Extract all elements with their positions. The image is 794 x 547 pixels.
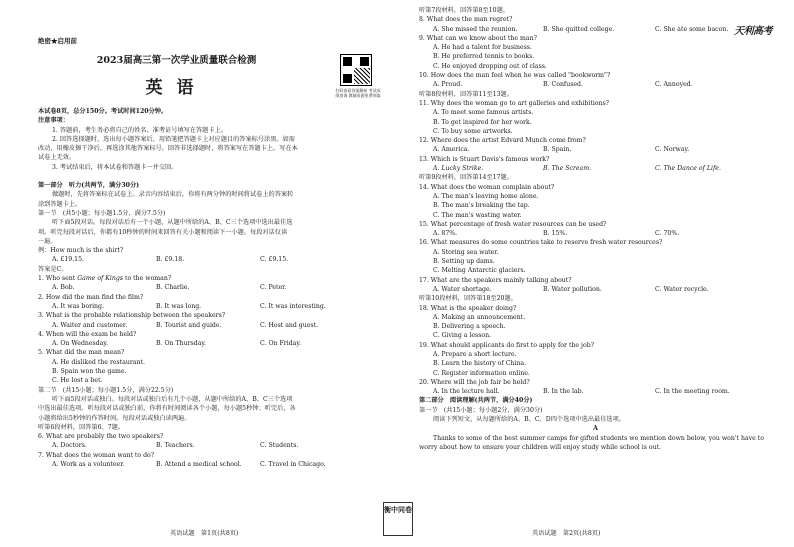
option: C. £9.15. — [260, 256, 289, 264]
instruction: 阅读下列短文，从每题所给的A、B、C、D四个选项中选出最佳选项。 — [433, 416, 625, 424]
options — [419, 387, 772, 396]
option: A. It was boring. — [52, 302, 104, 310]
option: A. He disliked the restaurant. — [52, 358, 145, 366]
question: 1. Who sent Game of Kings to the woman? — [38, 275, 172, 283]
option: B. Tourist and guide. — [156, 321, 222, 329]
question: 13. Which is Stuart Davis's famous work? — [419, 155, 550, 163]
option: B. It was long. — [156, 302, 202, 310]
options — [419, 80, 772, 89]
question: 9. What can we know about the man? — [419, 34, 537, 42]
section-heading: 听第10段材料，回答第18至20题。 — [419, 295, 517, 303]
option: A. Doctors. — [52, 442, 87, 450]
options — [38, 302, 385, 311]
question: 3. What is the probable relationship between the speakers? — [38, 312, 226, 320]
section-heading: 第一节 (共15小题；每小题2分，满分30分) — [419, 406, 543, 414]
part-title: 第二部分 阅读理解(共两节，满分40分) — [419, 397, 533, 405]
options — [419, 145, 772, 154]
qr-code-icon[interactable] — [340, 54, 372, 86]
option: C. The man's wasting water. — [433, 211, 522, 219]
section1-intro: 一遍。 — [38, 237, 57, 245]
option: B. The Scream. — [543, 165, 592, 173]
option: C. It was interesting. — [260, 302, 326, 310]
section2-intro: 中选出最佳选项。听每段对话或独白前，你将有时间阅读各个小题，每小题5秒钟；听完后，各 — [38, 405, 296, 413]
option: C. He lost a bet. — [52, 377, 103, 385]
part1-title: 第一部分 听力(共两节，满分30分) — [38, 182, 140, 190]
section2-intro: 听第6段材料，回答第6、7题。 — [38, 423, 125, 431]
option: C. Peter. — [260, 284, 287, 292]
notice-line: 1. 答题前，考生务必将自己的姓名、准考证号填写在答题卡上。 — [52, 126, 227, 134]
options — [38, 321, 385, 330]
option: C. Water recycle. — [655, 285, 709, 293]
question: 2. How did the man find the film? — [38, 293, 144, 301]
question: 6. What are probably the two speakers? — [38, 433, 164, 441]
option: B. To get inspired for her work. — [433, 118, 532, 126]
option: B. In the lab. — [543, 388, 584, 396]
option: C. He enjoyed dropping out of class. — [433, 62, 547, 70]
option: C. 70%. — [655, 230, 680, 238]
options — [38, 339, 385, 348]
options — [419, 229, 772, 238]
notice-line: 试卷上无效。 — [38, 154, 76, 162]
section-heading: 听第9段材料，回答第14至17题。 — [419, 174, 513, 182]
subject-title: 英语 — [145, 78, 208, 98]
secret-label: 绝密★启用前 — [38, 37, 77, 45]
question: 14. What does the woman complain about? — [419, 183, 555, 191]
option: B. Spain won the game. — [52, 368, 127, 376]
question: 15. What percentage of fresh water resources can be used? — [419, 220, 607, 228]
example-question: 例：How much is the shirt? — [38, 247, 124, 255]
page-footer: 英语试题 第2页(共8页) — [532, 530, 601, 537]
right-page — [397, 0, 794, 547]
option: A. Waiter and customer. — [52, 321, 128, 329]
notice-line: 2. 回答选择题时，选出每小题答案后，用铅笔把答题卡上对应题目的答案标号涂黑。如需 — [52, 135, 295, 143]
question: 12. Where does the artist Edvard Munch come from? — [419, 137, 586, 145]
option: B. Water pollution. — [543, 285, 602, 293]
option: B. £9.18. — [156, 256, 185, 264]
question: 18. What is the speaker doing? — [419, 304, 517, 312]
example-answer: 答案是C。 — [38, 265, 68, 273]
publisher-logo: 天利高考 — [734, 26, 772, 37]
option: C. Melting Antarctic glaciers. — [433, 267, 526, 275]
passage-label: A — [593, 425, 598, 433]
option: B. On Thursday. — [156, 340, 207, 348]
notice-line: 3. 考试结束后，将本试卷和答题卡一并交回。 — [52, 163, 178, 171]
option: C. She ate some bacon. — [655, 25, 729, 33]
exam-info: 本试卷8页，总分150分。考试时间120分钟。 — [38, 108, 168, 115]
option: A. Water shortage. — [433, 285, 492, 293]
option: A. Making an announcement. — [433, 313, 526, 321]
option: B. The man's breaking the tap. — [433, 202, 530, 210]
option: A. Bob. — [52, 284, 75, 292]
question: 4. When will the exam be held? — [38, 330, 137, 338]
section-heading: 听第8段材料，回答第11至13题。 — [419, 90, 513, 98]
option: B. He preferred tennis to books. — [433, 53, 535, 61]
page-footer: 英语试题 第1页(共8页) — [170, 530, 239, 537]
question: 5. What did the man mean? — [38, 349, 125, 357]
option: B. Setting up dams. — [433, 258, 495, 266]
options — [38, 460, 385, 469]
option: A. The man's leaving home alone. — [433, 192, 539, 200]
option: A. America. — [433, 146, 470, 154]
option: A. £19.15. — [52, 256, 85, 264]
option: A. He had a talent for business. — [433, 44, 532, 52]
question: 10. How does the man feel when he was called "bookworm"? — [419, 72, 611, 80]
option: B. She quitted college. — [543, 25, 615, 33]
option: B. Delivering a speech. — [433, 323, 506, 331]
section2-intro: 小题将给出5秒钟的作答时间。每段对话或独白读两遍。 — [38, 414, 191, 422]
option: A. On Wednesday. — [52, 340, 109, 348]
passage-text: Thanks to some of the best summer camps for gifted students we mention down below, you won't have to worry about how to ensure your children will enjoy study while school is out. — [419, 434, 764, 451]
section1-title: 第一节 (共5小题；每小题1.5分，满分7.5分) — [38, 209, 166, 217]
option: B. Charlie. — [156, 284, 190, 292]
exam-title: 2023届高三第一次学业质量联合检测 — [96, 55, 257, 66]
option: B. Spain. — [543, 146, 572, 154]
part1-intro: 涂到答题卡上。 — [38, 200, 82, 208]
notice-line: 改动，用橡皮擦干净后，再选涂其他答案标号。回答非选择题时，将答案写在答题卡上。写在本 — [38, 145, 298, 153]
options — [38, 283, 385, 292]
question: 8. What does the man regret? — [419, 16, 513, 24]
section1-intro: 听下面5段对话。每段对话后有一个小题，从题中所给的A、B、C三个选项中选出最佳选 — [52, 219, 293, 227]
option: B. 15%. — [543, 230, 568, 238]
option: A. She missed the reunion. — [433, 25, 518, 33]
option: A. Storing sea water. — [433, 248, 499, 256]
option: A. In the lecture hall. — [433, 388, 500, 396]
option: C. Annoyed. — [655, 81, 693, 89]
option: C. On Friday. — [260, 340, 301, 348]
option: A. Lucky Strike. — [433, 165, 484, 173]
section-heading: 听第7段材料，回答第8至10题。 — [419, 7, 509, 14]
question: 19. What should applicants do first to apply for the job? — [419, 341, 594, 349]
option: A. To meet some famous artists. — [433, 109, 534, 117]
part1-intro: 做题时，先将答案标在试卷上。录音内容结束后，你将有两分钟的时间将试卷上的答案转 — [52, 191, 294, 199]
question: 16. What measures do some countries take to reserve fresh water resources? — [419, 239, 663, 247]
question: 20. Where will the job fair be held? — [419, 378, 530, 386]
option: C. Giving a lesson. — [433, 332, 492, 340]
section2-intro: 听下面5段对话或独白。每段对话或独白后有几个小题，从题中所给的A、B、C三个选项 — [52, 395, 293, 403]
qr-caption: 扫码查看答案解析 考试成绩查询 教辅资源免费领取 — [335, 88, 381, 98]
option: A. Work as a volunteer. — [52, 460, 125, 468]
option: A. Prepare a short lecture. — [433, 350, 517, 358]
option: C. Students. — [260, 442, 299, 450]
option: C. In the meeting room. — [655, 388, 730, 396]
question: 11. Why does the woman go to art galleries and exhibitions? — [419, 99, 609, 107]
example-options — [38, 255, 385, 264]
option: B. Confused. — [543, 81, 583, 89]
section1-intro: 项。听完每段对话后，你都有10秒钟的时间来回答有关小题和阅读下一小题。每段对话仅读 — [38, 228, 288, 236]
options — [38, 441, 385, 450]
option: C. Norway. — [655, 146, 690, 154]
right-content — [419, 6, 772, 452]
options — [419, 164, 772, 173]
option: B. Teachers. — [156, 442, 195, 450]
option: C. The Dance of Life. — [655, 165, 721, 173]
option: C. Travel in Chicago. — [260, 460, 326, 468]
option: B. Learn the history of China. — [433, 360, 527, 368]
option: B. Attend a medical school. — [156, 460, 242, 468]
seal-stamp: 衡中同卷 — [383, 502, 413, 536]
option: C. Host and guest. — [260, 321, 319, 329]
options — [419, 25, 772, 34]
question: 17. What are the speakers mainly talking about? — [419, 276, 572, 284]
option: C. Register information online. — [433, 369, 530, 377]
notice-title: 注意事项： — [38, 117, 69, 125]
option: C. To buy some artworks. — [433, 127, 513, 135]
section2-title: 第二节 (共15小题；每小题1.5分，满分22.5分) — [38, 386, 174, 394]
options — [419, 285, 772, 294]
option: A. 87%. — [433, 230, 458, 238]
option: A. Proud. — [433, 81, 463, 89]
question: 7. What does the woman want to do? — [38, 451, 155, 459]
